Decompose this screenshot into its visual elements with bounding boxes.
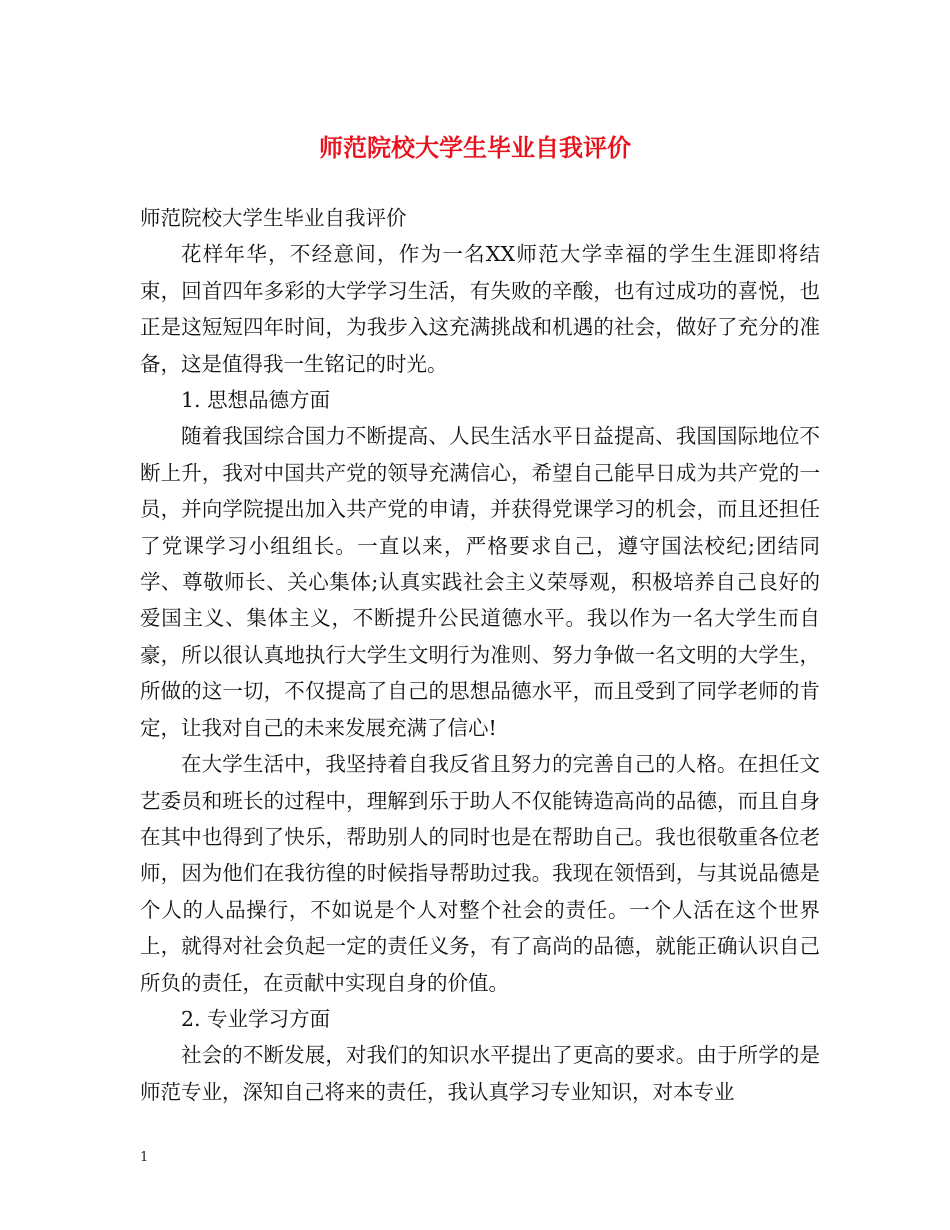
study-paragraph: 社会的不断发展，对我们的知识水平提出了更高的要求。由于所学的是师范专业，深知自己将来的责任，我认真学习专业知识，对本专业	[140, 1043, 820, 1104]
section-heading-moral: 1. 思想品德方面	[181, 388, 331, 413]
document-title: 师范院校大学生毕业自我评价	[319, 133, 631, 162]
subtitle-paragraph: 师范院校大学生毕业自我评价	[140, 206, 407, 230]
moral-paragraph-2: 在大学生活中，我坚持着自我反省且努力的完善自己的人格。在担任文艺委员和班长的过程中，理解到乐于助人不仅能铸造高尚的品德，而且自身在其中也得到了快乐，帮助别人的同时也是在帮助自己。我也很敬重各位老师，因为他们在我彷徨的时候指导帮助过我。我现在领悟到，与其说品德是个人的人品操行，不如说是个人对整个社会的责任。一个人活在这个世界上，就得对社会负起一定的责任义务，有了高尚的品德，就能正确认识自己所负的责任，在贡献中实现自身的价值。	[140, 752, 820, 995]
moral-paragraph-1: 随着我国综合国力不断提高、人民生活水平日益提高、我国国际地位不断上升，我对中国共产党的领导充满信心，希望自己能早日成为共产党的一员，并向学院提出加入共产党的申请，并获得党课学习的机会，而且还担任了党课学习小组组长。一直以来，严格要求自己，遵守国法校纪;团结同学、尊敬师长、关心集体;认真实践社会主义荣辱观，积极培养自己良好的爱国主义、集体主义，不断提升公民道德水平。我以作为一名大学生而自豪，所以很认真地执行大学生文明行为准则、努力争做一名文明的大学生，所做的这一切，不仅提高了自己的思想品德水平，而且受到了同学老师的肯定，让我对自己的未来发展充满了信心!	[140, 424, 820, 740]
page-number: 1	[140, 1150, 149, 1165]
intro-paragraph: 花样年华，不经意间，作为一名XX师范大学幸福的学生生涯即将结束，回首四年多彩的大学学习生活，有失败的辛酸，也有过成功的喜悦，也正是这短短四年时间，为我步入这充满挑战和机遇的社会，做好了充分的准备，这是值得我一生铭记的时光。	[140, 242, 820, 376]
section-heading-study: 2. 专业学习方面	[181, 1006, 331, 1031]
document-body	[140, 200, 820, 1110]
